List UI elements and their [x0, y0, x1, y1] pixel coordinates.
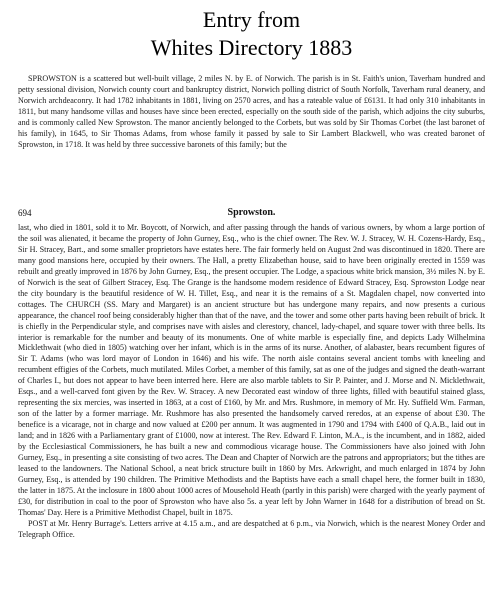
page-title-line-2: Whites Directory 1883 — [150, 35, 353, 60]
body-text — [18, 223, 485, 541]
page-title-line-1: Entry from — [202, 7, 301, 32]
main-paragraph: last, who died in 1801, sold it to Mr. Boycott, of Norwich, and after passing through the hands of various owners, by whom a large portion of the soil was alienated, it became the property of John Gurney, Esq., who is the chief owner. The Rev. W. J. Stracey, W. H. Cozens-Hardy, Esq., Sir H. Stracey, Bart., and some smaller proprietors have estates here. The fair formerly held on August 2nd was discontinued in 1820. There are many good mansions here, occupied by their owners. The Hall, a pretty Elizabethan house, said to have been originally erected in 1559 was rebuilt and greatly improved in 1876 by John Gurney, Esq., the present occupier. The Lodge, a spacious white brick mansion, 3½ miles N. by E. of Norwich is the seat of Gilbert Stracey, Esq. The Grange is the handsome modern residence of Edward Stracey, Esq. Sprowston Lodge near the city boundary is the beautiful residence of W. H. Tillet, Esq., and near it is the remains of a St. Magdalen chapel, now converted into cottages. The CHURCH (SS. Mary and Margaret) is an ancient structure but has undergone many repairs, and now presents a curious appearance, the chancel roof being considerably higher than that of the nave, and the tower and some other parts having been rebuilt of brick. It is chiefly in the Perpendicular style, and comprises nave with aisles and clerestory, chancel, lady-chapel, and square tower with three bells. Its interior is remarkable for the number and beauty of its monuments. One of white marble is especially fine, and depicts Lady Wilhelmina Micklethwait (who died in 1805) watching over her infant, which is in the arms of its nurse. Another, of alabaster, bears recumbent figures of Sir T. Adams (who was lord mayor of London in 1646) and his wife. The north aisle contains several ancient tombs with kneeling and recumbent effigies of the Corbets, much mutilated. Miles Corbet, a member of this family, sat as one of the judges and signed the death-warrant of Charles I., but does not appear to have been interred here. Here are also marble tablets to Sir P. Painter, and J. Morse and N. Micklethwait, Esqs., and a well-carved font given by the Rev. W. Stracey. A new Decorated east window of three lights, filled with beautiful stained glass, representing the six mercies, was inserted in 1863, at a cost of £160, by Mr. and Mrs. Rushmore, in memory of Mr. Hy. Suffield Wm. Farman, son of the latter by a former marriage. Mr. Rushmore has also presented the handsomely carved reredos, at an expense of about £30. The benefice is a vicarage, not in charge and now valued at £200 per annum. It was augmented in 1790 and 1794 with £400 of Q.A.B., laid out in land; and in 1826 with a Parliamentary grant of £1000, now at interest. The Rev. Edward F. Linton, M.A., is the incumbent, and in 1882, aided by the Ecclesiastical Commissioners, he has built a new and commodious vicarage house. The Commissioners have also joined with John Gurney, Esq., in presenting a site consisting of two acres. The Dean and Chapter of Norwich are the patrons and appropriators; but the tithes are leased to the landowners. The National School, a neat brick structure built in 1860 by Mrs. Arkwright, and much enlarged in 1874 by John Gurney, Esq., is attended by 190 children. The Primitive Methodists and the Baptists have each a small chapel here, the former built in 1830, the latter in 1875. At the inclosure in 1800 about 1000 acres of Mousehold Heath (partly in this parish) were charged with the yearly payment of £30, for distribution in coal to the poor of Sprowston who have also 5s. a year left by John Warner in 1648 for a distribution of bread on St. Thomas' Day. Here is a Primitive Methodist Chapel, built in 1875. — [18, 223, 485, 517]
post-office-paragraph: POST at Mr. Henry Burrage's. Letters arrive at 4.15 a.m., and are despatched at 6 p.m., via Norwich, which is the nearest Money Order and Telegraph Office. — [18, 518, 485, 539]
page-number: 694 — [18, 208, 32, 218]
intro-paragraph: SPROWSTON is a scattered but well-built village, 2 miles N. by E. of Norwich. The parish is in St. Faith's union, Taverham hundred and petty sessional division, Norwich county court and bankruptcy district, Norwich polling district of South Norfolk, Taverham rural deanery, and Norwich archdeaconry. It had 1782 inhabitants in 1881, living on 2570 acres, and has a rateable value of £6131. It had only 310 inhabitants in 1811, but many handsome villas and houses have since been erected, especially on the south side of the parish, which adjoins the city suburbs, and is commonly called New Sprowston. The manor anciently belonged to the Corbets, but was sold by Sir Thomas Corbet (the last baronet of his family), in 1645, to Sir Thomas Adams, from whose family it passed by sale to Sir Lambert Blackwell, who was created baronet of Sprowston, in 1718. It was held by three successive baronets of this family; but the — [18, 74, 485, 149]
page-header-title: Sprowston. — [227, 207, 276, 218]
